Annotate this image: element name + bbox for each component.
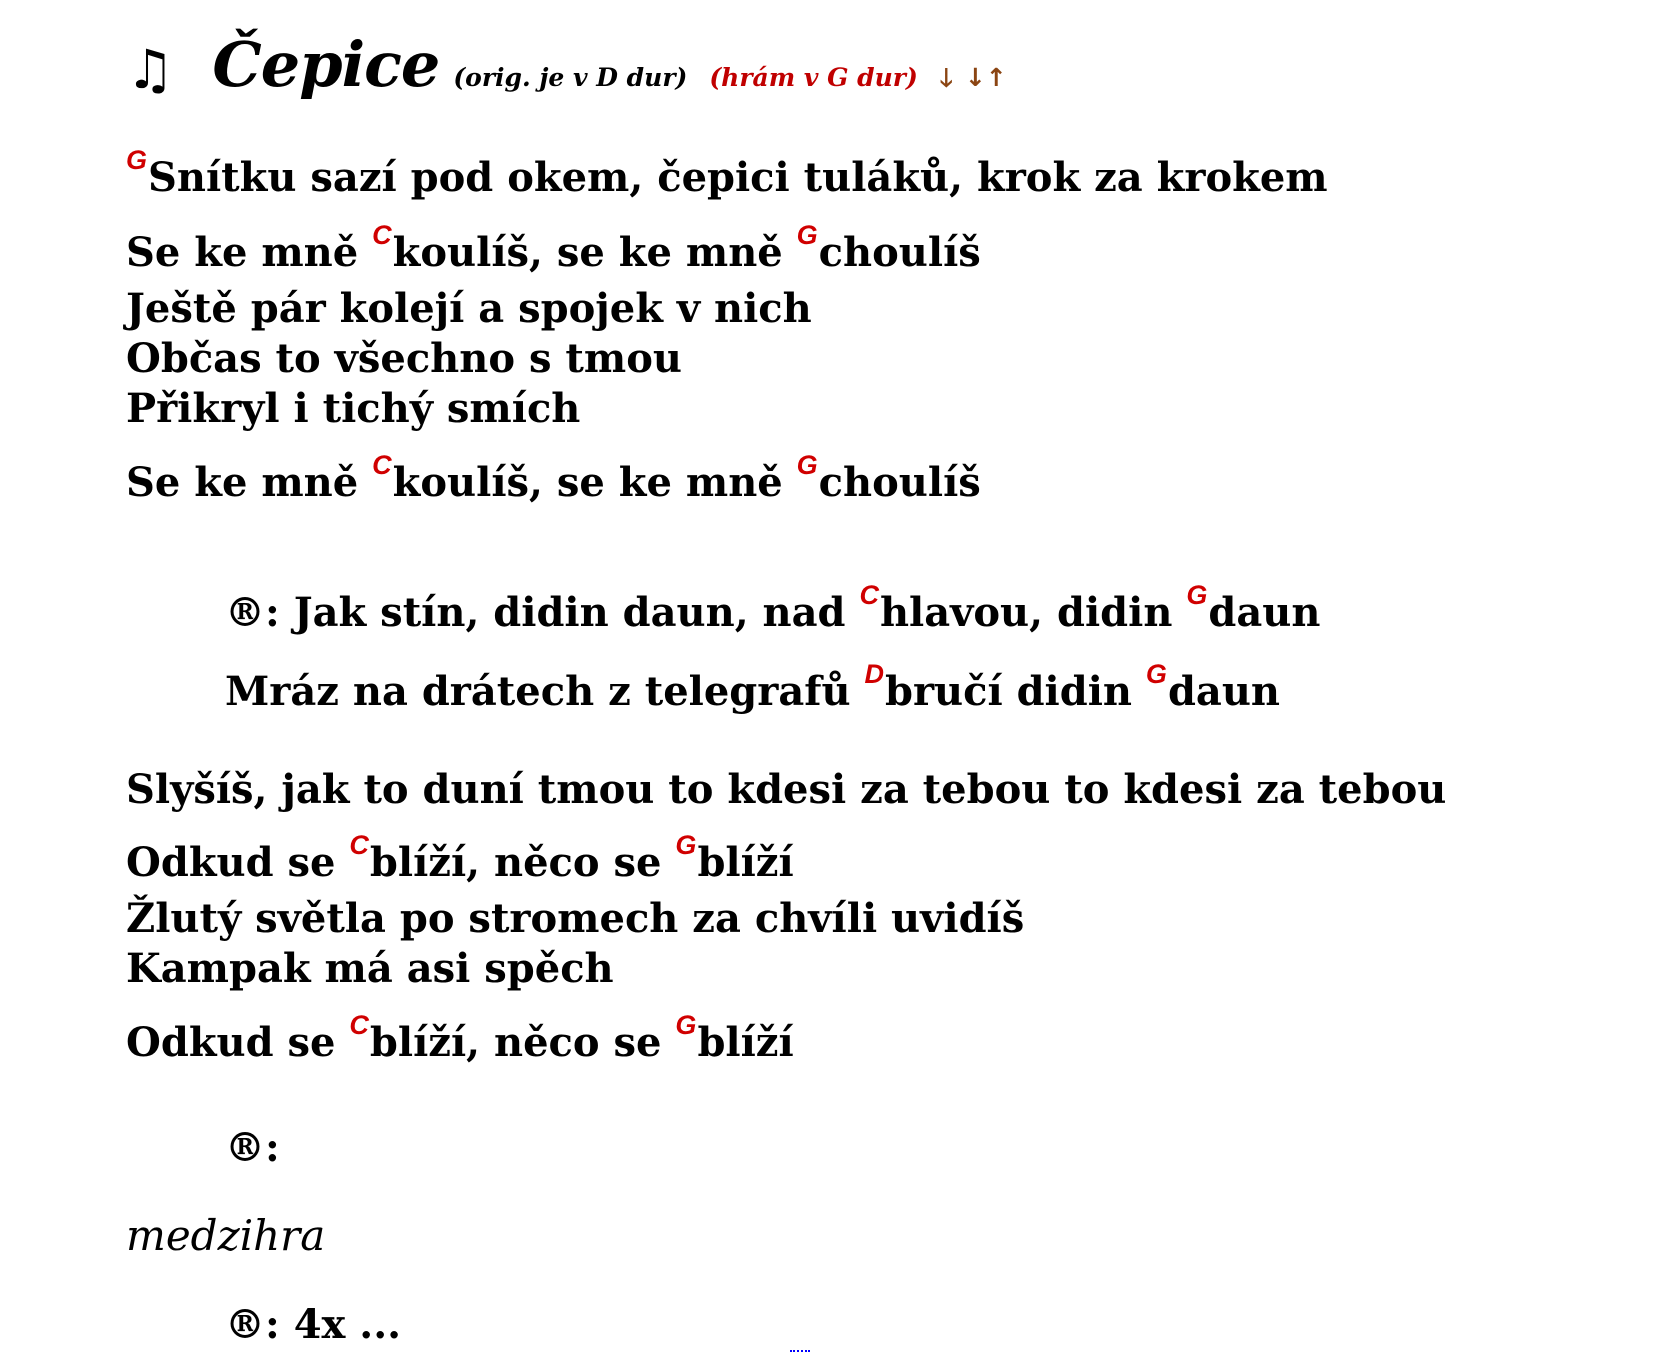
lyric-text: Kampak má asi spěch — [126, 945, 614, 992]
lyric-text: hlavou, didin — [879, 589, 1187, 636]
lyric-text: Slyšíš, jak to duní tmou to kdesi za tebou to kdesi za tebou — [126, 766, 1447, 813]
chord: G — [126, 145, 148, 175]
chord: D — [864, 659, 884, 689]
refrain-line-1 — [225, 580, 1321, 636]
lyric-text: Občas to všechno s tmou — [126, 335, 682, 382]
transpose-down-icon[interactable]: 🡓 — [939, 63, 953, 92]
scroll-marker — [790, 1350, 810, 1357]
lyric-line-4 — [126, 335, 682, 382]
lyric-text: Žlutý světla po stromech za chvíli uvidíš — [126, 895, 1025, 942]
transpose-up-down-icon[interactable]: ↓↑ — [964, 63, 1007, 92]
chord: G — [675, 830, 697, 860]
playing-key: (hrám v G dur) — [709, 63, 918, 92]
lyric-text: Snítku sazí pod okem, čepici tuláků, krok za krokem — [148, 154, 1328, 201]
transpose-controls — [940, 59, 1007, 102]
lyric-text: Odkud se — [126, 1019, 350, 1066]
refrain-marker — [225, 1124, 280, 1171]
lyric-text: Se ke mně — [126, 229, 373, 276]
lyric-text: choulíš — [818, 229, 981, 276]
lyric-text: blíží, něco se — [369, 1019, 676, 1066]
chord: C — [349, 830, 369, 860]
lyric-text: daun — [1208, 589, 1321, 636]
interlude-label — [126, 1211, 326, 1260]
lyric-line-3 — [126, 285, 812, 332]
original-key: (orig. je v D dur) — [453, 63, 688, 92]
refrain-repeat — [225, 1301, 402, 1348]
refrain-line-2 — [225, 659, 1280, 715]
lyric-text: Se ke mně — [126, 459, 373, 506]
lyric-text: ®: — [225, 1124, 280, 1171]
song-header — [126, 28, 1007, 108]
chord: G — [1145, 659, 1167, 689]
lyric-text: choulíš — [818, 459, 981, 506]
lyric-line-5 — [126, 385, 581, 432]
lyric-text: blíží — [697, 1019, 794, 1066]
chord: G — [796, 220, 818, 250]
lyric-line-7 — [126, 766, 1447, 813]
chord: C — [349, 1010, 369, 1040]
lyric-text: bručí didin — [884, 668, 1146, 715]
lyric-text: koulíš, se ke mně — [392, 229, 797, 276]
lyric-line-10 — [126, 945, 614, 992]
lyric-text: blíží — [697, 839, 794, 886]
lyric-line-9 — [126, 895, 1025, 942]
chord: G — [1186, 580, 1208, 610]
chord: G — [675, 1010, 697, 1040]
lyric-text: Odkud se — [126, 839, 350, 886]
lyric-text: blíží, něco se — [369, 839, 676, 886]
lyric-text: koulíš, se ke mně — [392, 459, 797, 506]
lyric-line-6 — [126, 450, 981, 506]
chord: G — [796, 450, 818, 480]
chord: C — [372, 220, 392, 250]
lyric-line-2 — [126, 220, 981, 276]
lyric-text: Přikryl i tichý smích — [126, 385, 581, 432]
lyric-text: ®: 4x ... — [225, 1301, 402, 1348]
lyric-line-8 — [126, 830, 794, 886]
lyric-line-11 — [126, 1010, 794, 1066]
lyric-text: medzihra — [126, 1211, 326, 1260]
lyric-text: ®: Jak stín, didin daun, nad — [225, 589, 860, 636]
lyric-text: Mráz na drátech z telegrafů — [225, 668, 865, 715]
song-title: Čepice — [212, 28, 440, 101]
music-note-icon: ♫ — [126, 38, 175, 101]
chord: C — [859, 580, 879, 610]
lyric-line-1 — [126, 145, 1328, 201]
lyric-text: Ještě pár kolejí a spojek v nich — [126, 285, 812, 332]
lyric-text: daun — [1167, 668, 1280, 715]
chord: C — [372, 450, 392, 480]
